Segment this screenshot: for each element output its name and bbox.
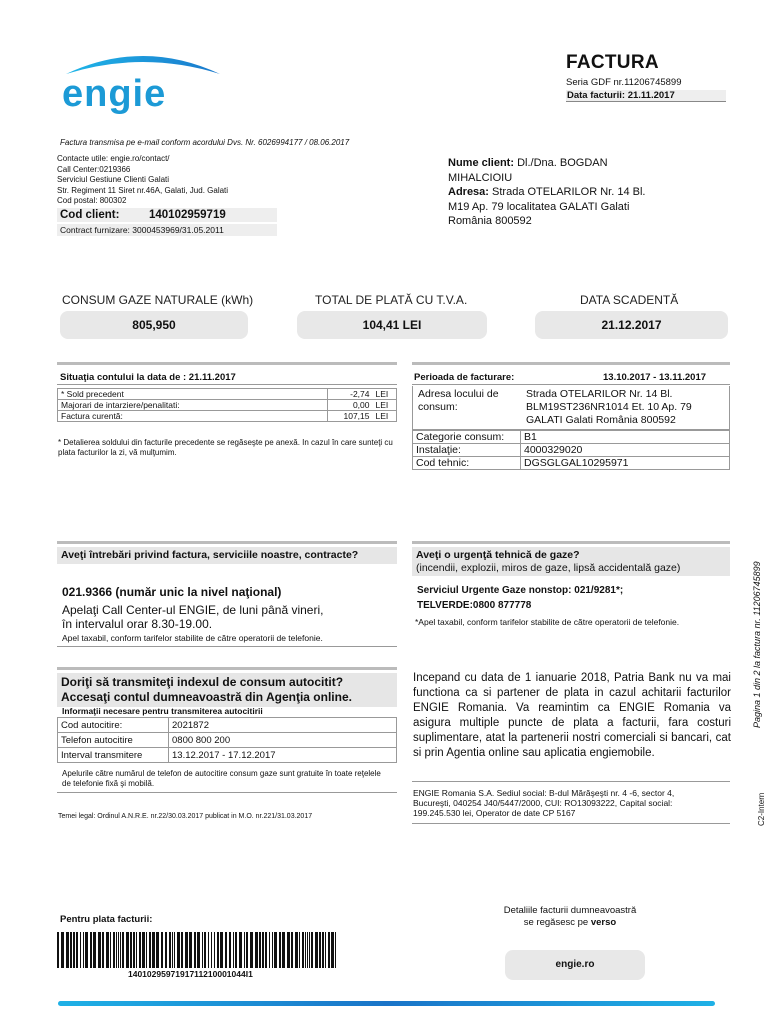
account-label: Factura curentă: (58, 411, 328, 422)
barcode-bar (85, 932, 88, 968)
detail-value: B1 (521, 431, 730, 444)
call-center-line: Apelaţi Call Center-ul ENGIE, de luni până vineri, (62, 603, 324, 617)
barcode-bar (57, 932, 59, 968)
invoice-series: Seria GDF nr.11206745899 (566, 77, 682, 88)
legal-basis: Temei legal: Ordinul A.N.R.E. nr.22/30.03.2017 publicat in M.O. nr.221/31.03.2017 (58, 813, 313, 820)
divider (412, 362, 730, 365)
call-center-phone: 021.9366 (număr unic la nivel naţional) (62, 585, 282, 599)
consumption-address (412, 386, 730, 430)
engie-logo (58, 44, 228, 114)
invoice-date: Data facturii: 21.11.2017 (566, 90, 726, 102)
details-verso: verso (590, 917, 617, 928)
table-row (58, 718, 397, 733)
barcode-bar (113, 932, 115, 968)
barcode-bar (152, 932, 155, 968)
client-address: Strada OTELARILOR Nr. 14 Bl. (488, 186, 646, 198)
table-row (58, 748, 397, 763)
barcode-bar (189, 932, 192, 968)
barcode-number: 1401029597191711210001044I1 (128, 969, 253, 979)
barcode-bar (83, 932, 84, 968)
barcode-bar (197, 932, 200, 968)
barcode-bar (70, 932, 72, 968)
barcode-bar (172, 932, 173, 968)
barcode-bar (322, 932, 324, 968)
contact-line: Str. Regiment 11 Siret nr.46A, Galati, Jud. Galati (57, 185, 229, 195)
call-center-hours (62, 603, 323, 631)
barcode-bar (122, 932, 124, 968)
emergency-line: TELVERDE:0800 877778 (417, 600, 532, 611)
barcode-bar (220, 932, 223, 968)
consumption-address-line: GALATI Galati România 800592 (526, 414, 676, 426)
page-indicator (744, 540, 768, 730)
questions-heading: Aveţi întrebări privind factura, serviciile noastre, contracte? (57, 547, 397, 564)
barcode-bar (120, 932, 121, 968)
client-code-row (57, 208, 277, 222)
account-unit: LEI (373, 400, 397, 411)
barcode-bar (126, 932, 129, 968)
autocitire-title: Doriţi să transmiteţi indexul de consum autocitit? (61, 675, 344, 689)
barcode-bar (233, 932, 234, 968)
barcode (57, 932, 340, 968)
table-row (58, 400, 397, 411)
account-unit: LEI (373, 411, 397, 422)
due-date-value: 21.12.2017 (535, 311, 728, 339)
autocitire-label: Interval transmitere (58, 748, 169, 763)
website-link[interactable]: engie.ro (505, 950, 645, 980)
barcode-bar (98, 932, 101, 968)
detail-value: 4000329020 (521, 444, 730, 457)
brand-bar (58, 1001, 715, 1006)
divider (412, 541, 730, 544)
account-table (57, 388, 397, 422)
autocitire-note: Apelurile către numărul de telefon de autocitire consum gaze sunt gratuite în toate reţelele de telefonie fixă şi mobilă. (62, 769, 381, 788)
autocitire-table-title: Informaţii necesare pentru transmiterea autocitirii (62, 706, 263, 716)
table-row (413, 431, 730, 444)
due-date-label: DATA SCADENTĂ (580, 293, 679, 307)
barcode-bar (161, 932, 163, 968)
account-unit: LEI (373, 389, 397, 400)
call-center-line: în intervalul orar 8.30-19.00. (62, 617, 213, 631)
consumption-address-label: Adresa locului de (418, 388, 499, 400)
barcode-bar (106, 932, 109, 968)
barcode-bar (214, 932, 215, 968)
autocitire-heading (57, 673, 397, 707)
emergency-heading (412, 547, 730, 576)
consumption-label: CONSUM GAZE NATURALE (kWh) (62, 293, 254, 307)
barcode-bar (235, 932, 237, 968)
barcode-bar (136, 932, 137, 968)
svg-text:Pagina 1 din 2 la factura nr.: Pagina 1 din 2 la factura nr. 11206745899 (752, 561, 762, 728)
details-line: Detaliile facturii dumneavoastră (503, 905, 637, 916)
invoice-details-note (480, 905, 660, 929)
barcode-bar (174, 932, 175, 968)
barcode-bar (309, 932, 310, 968)
barcode-bar (90, 932, 92, 968)
period-value: 13.10.2017 - 13.11.2017 (603, 372, 707, 383)
emergency-note: *Apel taxabil, conform tarifelor stabilite de către operatorii de telefonie. (415, 617, 680, 627)
barcode-bar (194, 932, 196, 968)
table-row (413, 457, 730, 470)
barcode-bar (331, 932, 334, 968)
period-heading: Perioada de facturare: (414, 372, 515, 383)
invoice-title: FACTURA (566, 52, 659, 73)
barcode-bar (169, 932, 171, 968)
barcode-bar (116, 932, 117, 968)
barcode-bar (102, 932, 104, 968)
barcode-bar (315, 932, 318, 968)
emergency-title: Aveţi o urgenţă tehnică de gaze? (416, 549, 580, 561)
classification-label (754, 780, 768, 830)
barcode-bar (225, 932, 227, 968)
detail-label: Instalaţie: (413, 444, 521, 457)
divider (412, 781, 730, 782)
account-note: * Detalierea soldului din facturile precedente se regăseşte pe anexă. In cazul în care sunteţi cu plata facturilor la zi, vă mulţumim. (58, 438, 393, 457)
barcode-bar (204, 932, 206, 968)
autocitire-value: 13.12.2017 - 17.12.2017 (169, 748, 397, 763)
emergency-subtitle: (incendii, explozii, miros de gaze, lipsă accidentală gaze) (416, 561, 681, 574)
barcode-bar (156, 932, 159, 968)
barcode-bar (73, 932, 75, 968)
barcode-bar (265, 932, 267, 968)
details-prefix: se regăsesc pe (523, 917, 591, 928)
barcode-bar (229, 932, 231, 968)
autocitire-value: 0800 800 200 (169, 733, 397, 748)
total-value: 104,41 LEI (297, 311, 487, 339)
barcode-bar (211, 932, 212, 968)
svg-text:engie: engie (62, 73, 167, 114)
email-transmission-note: Factura transmisa pe e-mail conform acordului Dvs. Nr. 6026994177 / 08.06.2017 (60, 138, 350, 147)
barcode-bar (305, 932, 306, 968)
payment-label: Pentru plata facturii: (60, 914, 153, 925)
barcode-bar (208, 932, 209, 968)
divider (412, 384, 730, 385)
autocitire-label: Cod autocitire: (58, 718, 169, 733)
barcode-bar (149, 932, 151, 968)
barcode-bar (302, 932, 304, 968)
barcode-bar (291, 932, 293, 968)
barcode-bar (142, 932, 145, 968)
account-label: Majorari de intarziere/penalitati: (58, 400, 328, 411)
barcode-bar (118, 932, 119, 968)
account-heading: Situaţia contului la data de : 21.11.2017 (60, 372, 236, 383)
barcode-bar (130, 932, 132, 968)
svg-text:C2-Intern: C2-Intern (757, 792, 766, 826)
barcode-bar (139, 932, 141, 968)
contact-line: Cod postal: 800302 (57, 196, 127, 205)
account-value: -2,74 (328, 389, 373, 400)
divider (57, 362, 397, 365)
barcode-bar (295, 932, 298, 968)
barcode-bar (202, 932, 203, 968)
barcode-bar (307, 932, 308, 968)
table-row (413, 444, 730, 457)
barcode-bar (146, 932, 147, 968)
divider (57, 792, 397, 793)
account-value: 107,15 (328, 411, 373, 422)
barcode-bar (299, 932, 300, 968)
barcode-bar (61, 932, 64, 968)
contact-line: Call Center:0219366 (57, 164, 131, 174)
divider (57, 667, 397, 670)
barcode-bar (185, 932, 188, 968)
barcode-bar (110, 932, 111, 968)
autocitire-table (57, 717, 397, 763)
consumption-address-label: consum: (418, 401, 458, 413)
barcode-bar (255, 932, 258, 968)
barcode-bar (335, 932, 336, 968)
consumption-value: 805,950 (60, 311, 248, 339)
barcode-bar (319, 932, 321, 968)
divider (57, 384, 397, 385)
table-row (58, 411, 397, 422)
consumption-address-line: BLM19ST236NR1014 Et. 10 Ap. 79 (526, 401, 692, 413)
barcode-bar (177, 932, 180, 968)
table-row (58, 389, 397, 400)
barcode-bar (262, 932, 264, 968)
barcode-bar (269, 932, 270, 968)
barcode-bar (325, 932, 326, 968)
contact-line: Serviciul Gestiune Clienti Galati (57, 175, 170, 184)
contract-number: Contract furnizare: 3000453969/31.05.2011 (57, 224, 277, 236)
barcode-bar (282, 932, 285, 968)
barcode-bar (217, 932, 219, 968)
barcode-bar (66, 932, 69, 968)
divider (412, 823, 730, 824)
autocitire-value: 2021872 (169, 718, 397, 733)
barcode-bar (250, 932, 253, 968)
client-address-cont: M19 Ap. 79 localitatea GALATI Galati (448, 200, 630, 213)
divider (57, 646, 397, 647)
account-value: 0,00 (328, 400, 373, 411)
barcode-bar (328, 932, 330, 968)
barcode-bar (239, 932, 242, 968)
barcode-bar (181, 932, 183, 968)
barcode-bar (274, 932, 277, 968)
client-code-label: Cod client: (60, 209, 120, 221)
detail-value: DGSGLGAL10295971 (521, 457, 730, 470)
total-label: TOTAL DE PLATĂ CU T.V.A. (315, 293, 468, 307)
barcode-bar (246, 932, 248, 968)
details-line (480, 917, 660, 929)
emergency-line: Serviciul Urgente Gaze nonstop: 021/9281*; (417, 585, 624, 596)
client-block (448, 156, 645, 229)
client-name: Dl./Dna. BOGDAN (514, 157, 608, 169)
client-name-label: Nume client: (448, 157, 515, 169)
barcode-bar (133, 932, 135, 968)
barcode-bar (287, 932, 290, 968)
client-address-cont: România 800592 (448, 215, 532, 227)
table-row (58, 733, 397, 748)
company-info: ENGIE Romania S.A. Sediul social: B-dul Mărăşeşti nr. 4 -6, sector 4, Bucureşti, 040254 J40/5447/2000, CUI: RO13093222, Capital social: 199.245.530 lei, Operator de date CP 5167 (413, 788, 675, 818)
barcode-bar (93, 932, 96, 968)
patria-bank-notice: Incepand cu data de 1 ianuarie 2018, Patria Bank nu va mai functiona ca si partener de plata in cazul achitarii facturilor ENGIE Romania. Va reamintim ca ENGIE Romania va asigura multiple puncte de plata a facturii, fara costuri suplimentare, atat la partenerii nostri comerciali si bancari, cat si prin Agentia online sau aplicatia engiemobile. (413, 672, 731, 759)
consumption-address-line: Strada OTELARILOR Nr. 14 Bl. (526, 388, 673, 400)
barcode-bar (272, 932, 273, 968)
client-address-label: Adresa: (448, 186, 489, 198)
barcode-bar (76, 932, 78, 968)
divider (57, 541, 397, 544)
client-code-value: 140102959719 (149, 209, 226, 221)
client-name-cont: MIHALCIOIU (448, 171, 513, 184)
barcode-bar (165, 932, 167, 968)
barcode-bar (80, 932, 81, 968)
detail-label: Cod tehnic: (413, 457, 521, 470)
barcode-bar (311, 932, 313, 968)
barcode-bar (244, 932, 245, 968)
call-center-note: Apel taxabil, conform tarifelor stabilite de către operatorii de telefonie. (62, 633, 323, 643)
contact-line: Contacte utile: engie.ro/contact/ (57, 154, 170, 163)
barcode-bar (279, 932, 281, 968)
autocitire-label: Telefon autocitire (58, 733, 169, 748)
account-label: * Sold precedent (58, 389, 328, 400)
barcode-bar (259, 932, 261, 968)
consumption-details-table (412, 430, 730, 470)
detail-label: Categorie consum: (413, 431, 521, 444)
contact-info (57, 154, 228, 207)
autocitire-title: Accesaţi contul dumneavoastră din Agenţia online. (61, 690, 352, 704)
